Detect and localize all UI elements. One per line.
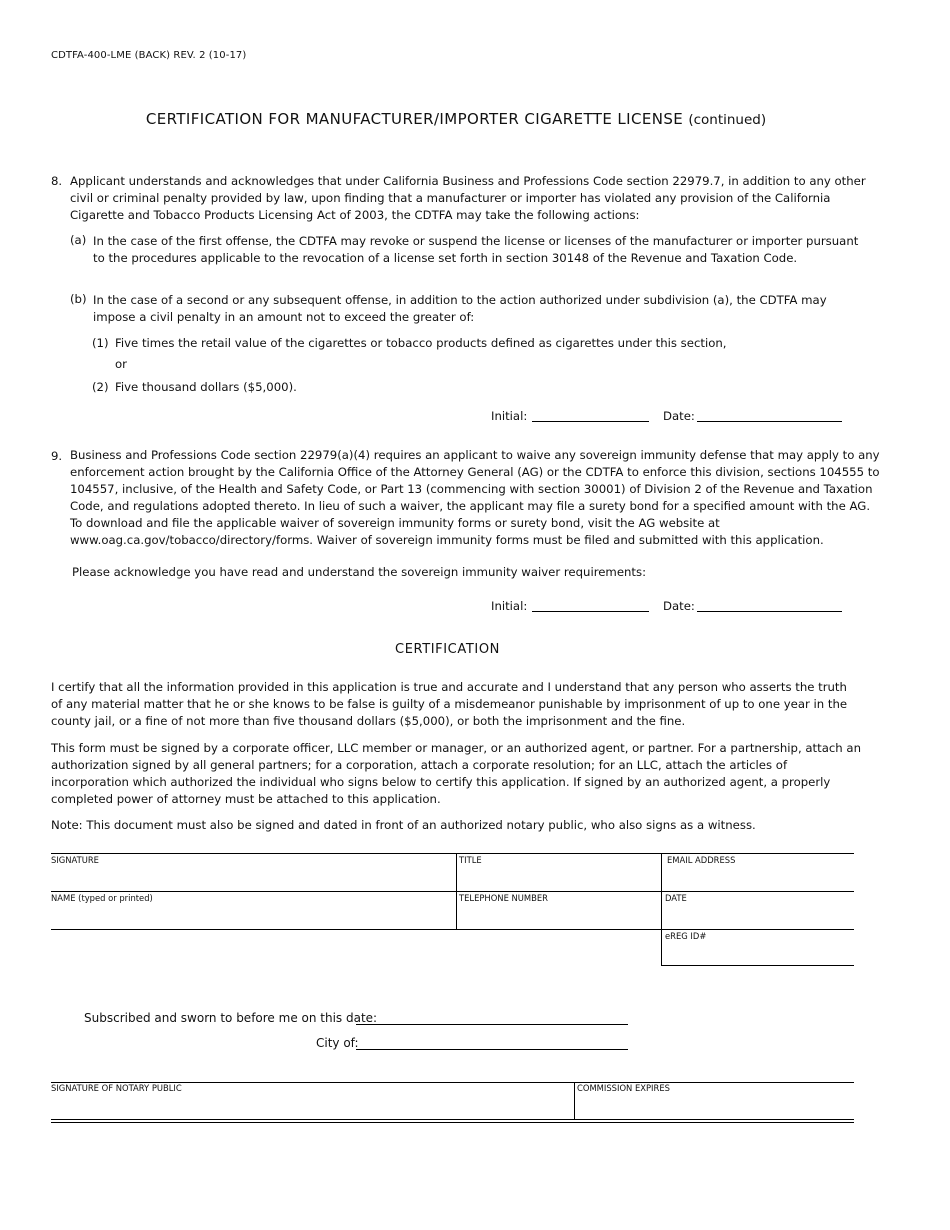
date-field[interactable]: DATE xyxy=(665,893,687,903)
ereg-id-field[interactable]: eREG ID# xyxy=(665,931,707,941)
item-8b-label: (b) xyxy=(70,292,87,306)
email-address-field[interactable]: EMAIL ADDRESS xyxy=(667,855,736,865)
item-8-date-line[interactable] xyxy=(697,421,842,422)
signature-field[interactable]: SIGNATURE xyxy=(51,855,99,865)
item-8b-text: In the case of a second or any subsequent offense, in addition to the action authorized under subdivision (a), the CDTFA may impose a civil penalty in an amount not to exceed the greater of: xyxy=(93,293,827,324)
certification-paragraph-2: This form must be signed by a corporate officer, LLC member or manager, or an authorized agent, or partner. For a partnership, attach an authorization signed by all general partners; for a corporation, attach a corporate resolution; for an LLC, attach the articles of incorporation which authorized the individual who signs below to certify this application. If signed by an authorized agent, a properly completed power of attorney must be attached to this application. xyxy=(51,741,862,806)
item-9-initial-line[interactable] xyxy=(532,611,649,612)
telephone-number-field[interactable]: TELEPHONE NUMBER xyxy=(459,893,549,903)
item-8-initial-label: Initial: xyxy=(491,409,528,423)
item-8b-or: or xyxy=(115,357,127,371)
commission-expires-field[interactable]: COMMISSION EXPIRES xyxy=(577,1083,670,1093)
title-suffix: (continued) xyxy=(688,112,767,128)
item-8-text: Applicant understands and acknowledges that under California Business and Professions Code section 22979.7, in addition to any other civil or criminal penalty provided by law, upon finding that a manufacturer or importer has violated any provision of the California Cigarette and Tobacco Products Licensing Act of 2003, the CDTFA may take the following actions: xyxy=(70,174,866,222)
item-8-number: 8. xyxy=(51,174,63,188)
item-8a-label: (a) xyxy=(70,233,87,247)
item-9-date-line[interactable] xyxy=(697,611,842,612)
page-title xyxy=(0,110,912,128)
item-8b1-text: Five times the retail value of the cigarettes or tobacco products defined as cigarettes under this section, xyxy=(115,336,727,350)
form-id: CDTFA-400-LME (BACK) REV. 2 (10-17) xyxy=(51,50,247,61)
certification-heading: CERTIFICATION xyxy=(395,642,500,657)
certification-note: Note: This document must also be signed and dated in front of an authorized notary public, who also signs as a witness. xyxy=(51,818,756,832)
item-9-initial-label: Initial: xyxy=(491,599,528,613)
certification-paragraph-1: I certify that all the information provided in this application is true and accurate and I understand that any person who asserts the truth of any material matter that he or she knows to be false is guilty of a misdemeanor punishable by imprisonment of up to one year in the county jail, or a fine of not more than five thousand dollars ($5,000), or both the imprisonment and the fine. xyxy=(51,680,848,728)
signature-box-divider-1 xyxy=(456,853,457,929)
item-8-initial-line[interactable] xyxy=(532,421,649,422)
notary-box-bottom-rule-1 xyxy=(51,1119,854,1120)
notary-box-bottom-rule-2 xyxy=(51,1122,854,1123)
item-8b2-text: Five thousand dollars ($5,000). xyxy=(115,380,297,394)
item-9-acknowledge: Please acknowledge you have read and understand the sovereign immunity waiver requirements: xyxy=(72,565,647,579)
ereg-bottom-rule xyxy=(661,965,854,966)
name-field[interactable]: NAME (typed or printed) xyxy=(51,893,153,903)
city-line[interactable] xyxy=(356,1049,628,1050)
city-label: City of: xyxy=(316,1036,359,1050)
item-9-number: 9. xyxy=(51,449,63,463)
item-8b2-label: (2) xyxy=(92,380,109,394)
subscribed-date-line[interactable] xyxy=(356,1024,628,1025)
item-9-text: Business and Professions Code section 22979(a)(4) requires an applicant to waive any sovereign immunity defense that may apply to any enforcement action brought by the California Office of the Attorney General (AG) or the CDTFA to enforce this division, sections 104555 to 104557, inclusive, of the Health and Safety Code, or Part 13 (commencing with section 30001) of Division 2 of the Revenue and Taxation Code, and regulations adopted thereto. In lieu of such a waiver, the applicant may file a surety bond for a specified amount with the AG. To download and file the applicable waiver of sovereign immunity forms or surety bond, visit the AG website at www.oag.ca.gov/tobacco/directory/forms. Waiver of sovereign immunity forms must be filed and submitted with this application. xyxy=(70,448,880,547)
subscribed-label: Subscribed and sworn to before me on this date: xyxy=(84,1011,378,1025)
title-main: CERTIFICATION FOR MANUFACTURER/IMPORTER CIGARETTE LICENSE xyxy=(145,110,684,128)
signature-box-top-rule xyxy=(51,853,854,854)
signature-box-divider-2 xyxy=(661,853,662,965)
notary-signature-field[interactable]: SIGNATURE OF NOTARY PUBLIC xyxy=(51,1083,182,1093)
signature-box-bottom-rule xyxy=(51,929,854,930)
signature-box-middle-rule xyxy=(51,891,854,892)
item-8a-text: In the case of the first offense, the CDTFA may revoke or suspend the license or licenses of the manufacturer or importer pursuant to the procedures applicable to the revocation of a license set forth in section 30148 of the Revenue and Taxation Code. xyxy=(93,234,859,265)
notary-box-divider xyxy=(574,1082,575,1119)
item-9-date-label: Date: xyxy=(663,599,695,613)
item-8-date-label: Date: xyxy=(663,409,695,423)
item-8b1-label: (1) xyxy=(92,336,109,350)
title-field[interactable]: TITLE xyxy=(459,855,482,865)
